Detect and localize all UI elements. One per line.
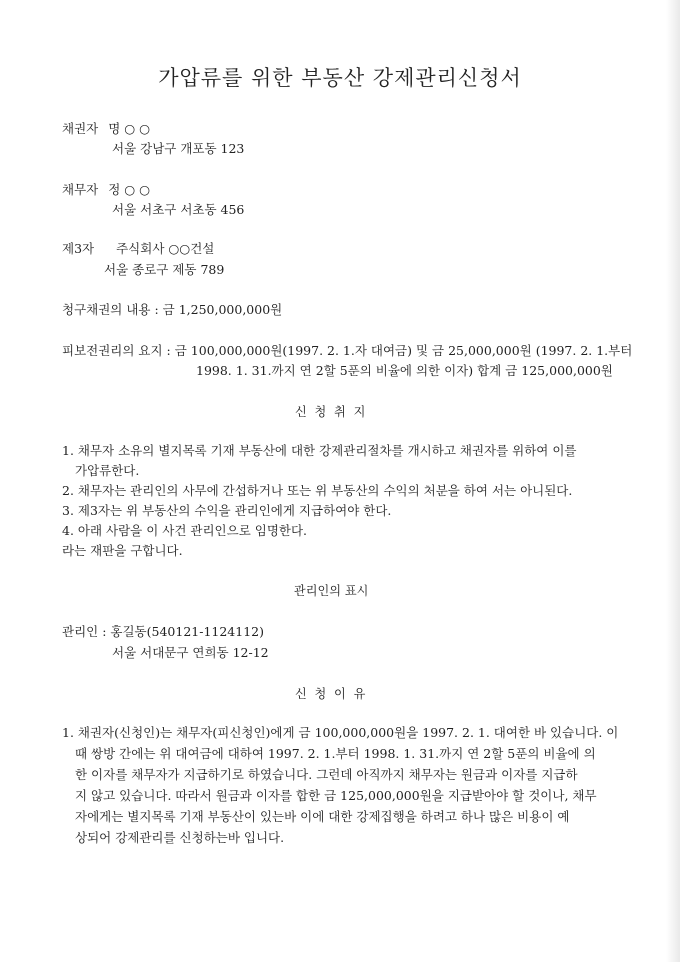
manager-address: 서울 서대문구 연희동 12-12 <box>112 645 269 660</box>
claim-row <box>62 300 282 318</box>
reason-line: 1. 채권자(신청인)는 채무자(피신청인)에게 금 100,000,000원을 1997. 2. 1. 대여한 바 있습니다. 이 <box>62 725 619 740</box>
reason-line: 한 이자를 채무자가 지급하기로 하였습니다. 그런데 아직까지 채무자는 원금과 이자를 지급하 <box>75 767 578 782</box>
secured-right-label: 피보전권리의 요지 : <box>62 343 171 358</box>
reason-line: 상되어 강제관리를 신청하는바 입니다. <box>75 830 285 845</box>
secured-right-line2: 1998. 1. 31.까지 연 2할 5푼의 비율에 의한 이자) 합계 금 125,000,000원 <box>196 363 613 378</box>
manager-heading: 관리인의 표시 <box>293 583 369 598</box>
reason-line: 때 쌍방 간에는 위 대여금에 대하여 1997. 2. 1.부터 1998. 1. 31.까지 연 2할 5푼의 비율에 의 <box>75 746 596 761</box>
manager-label: 관리인 : <box>62 624 107 639</box>
claim-value: 금 1,250,000,000원 <box>162 302 283 317</box>
page-edge-shadow <box>666 0 680 962</box>
creditor-label: 채권자 <box>62 121 99 136</box>
manager-name: 홍길동(540121-1124112) <box>110 624 264 639</box>
third-party-label: 제3자 <box>62 241 95 256</box>
purpose-item: 2. 채무자는 관리인의 사무에 간섭하거나 또는 위 부동산의 수익의 처분을 하여 서는 아니된다. <box>62 483 573 498</box>
creditor-row <box>62 119 150 137</box>
reason-line: 자에게는 별지목록 기재 부동산이 있는바 이에 대한 강제집행을 하려고 하나 많은 비용이 예 <box>75 809 570 824</box>
secured-right-row <box>62 341 632 359</box>
third-party-address: 서울 종로구 제동 789 <box>104 262 225 277</box>
purpose-item: 4. 아래 사람을 이 사건 관리인으로 임명한다. <box>62 523 308 538</box>
manager-row <box>62 622 264 640</box>
creditor-name: 명 ○ ○ <box>108 121 151 136</box>
purpose-closing: 라는 재판을 구합니다. <box>62 543 183 558</box>
secured-right-line1: 금 100,000,000원(1997. 2. 1.자 대여금) 및 금 25,000,000원 (1997. 2. 1.부터 <box>174 343 633 358</box>
third-party-row <box>62 239 214 257</box>
purpose-item: 가압류한다. <box>75 463 140 478</box>
debtor-name: 정 ○ ○ <box>108 182 151 197</box>
debtor-address: 서울 서초구 서초동 456 <box>112 202 245 217</box>
document-title: 가압류를 위한 부동산 강제관리신청서 <box>158 66 522 90</box>
debtor-row <box>62 180 150 198</box>
debtor-label: 채무자 <box>62 182 99 197</box>
purpose-item: 3. 제3자는 위 부동산의 수익을 관리인에게 지급하여야 한다. <box>62 503 392 518</box>
claim-label: 청구채권의 내용 : <box>62 302 159 317</box>
third-party-name: 주식회사 ○○건설 <box>116 241 215 256</box>
purpose-heading: 신 청 취 지 <box>295 404 368 419</box>
purpose-item: 1. 채무자 소유의 별지목록 기재 부동산에 대한 강제관리절차를 개시하고 채권자를 위하여 이를 <box>62 443 577 458</box>
reason-heading: 신 청 이 유 <box>295 686 368 701</box>
creditor-address: 서울 강남구 개포동 123 <box>112 141 245 156</box>
reason-line: 지 않고 있습니다. 따라서 원금과 이자를 합한 금 125,000,000원을 지급받아야 할 것이나, 채무 <box>75 788 597 803</box>
